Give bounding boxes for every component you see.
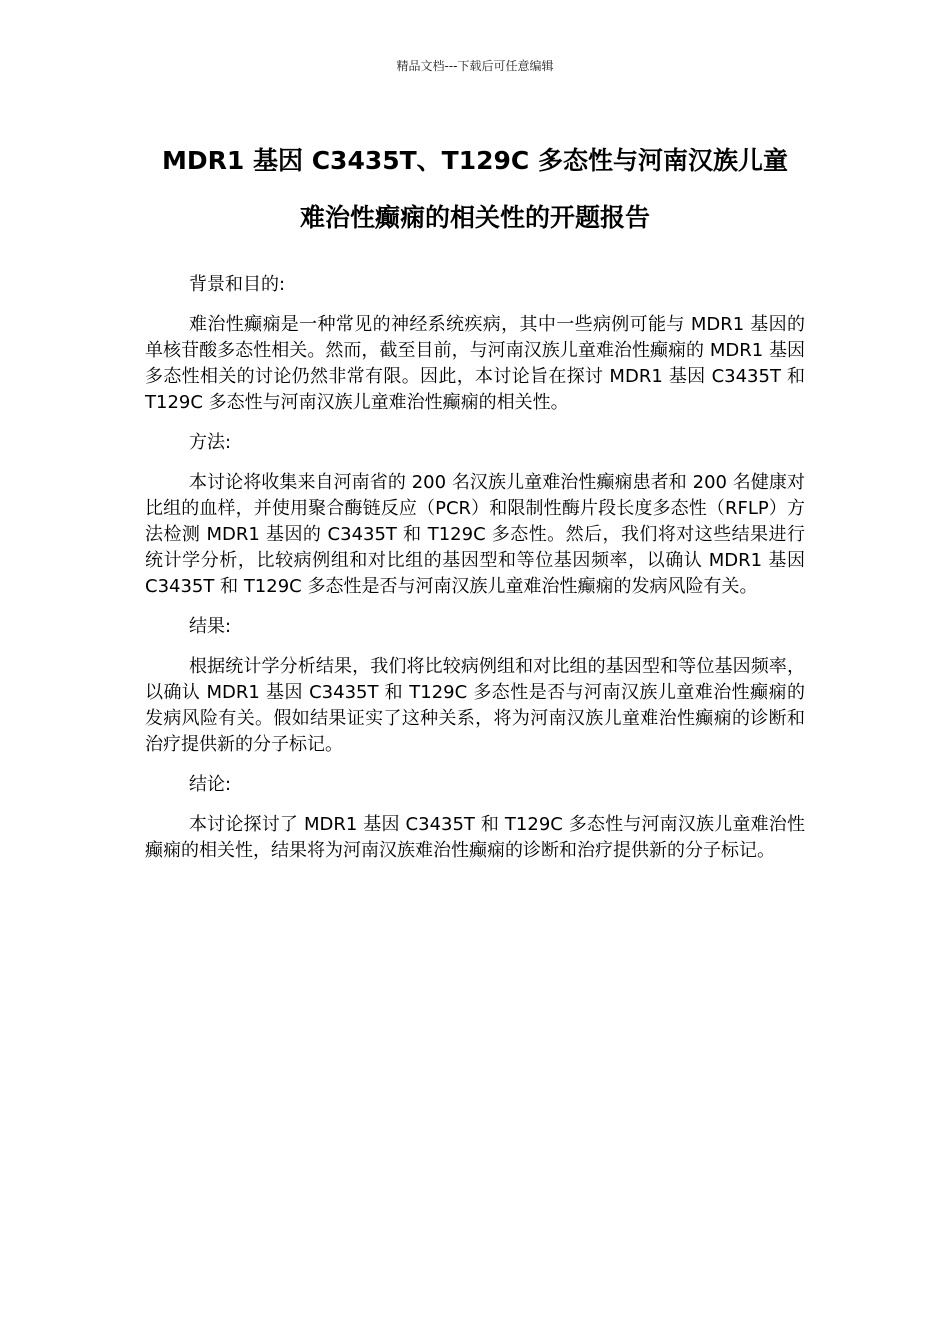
section-heading: 背景和目的:: [189, 274, 286, 295]
document-title: [120, 132, 830, 246]
document-body: [145, 270, 805, 876]
section-results: [145, 612, 805, 758]
page-header-note: 精品文档---下载后可任意编辑: [396, 59, 554, 73]
section-background: [145, 270, 805, 416]
section-paragraph: 本讨论探讨了 MDR1 基因 C3435T 和 T129C 多态性与河南汉族儿童难治性癫痫的相关性，结果将为河南汉族难治性癫痫的诊断和治疗提供新的分子标记。: [145, 814, 805, 861]
title-line-2: 难治性癫痫的相关性的开题报告: [299, 203, 650, 232]
section-paragraph: 本讨论将收集来自河南省的 200 名汉族儿童难治性癫痫患者和 200 名健康对比组的血样，并使用聚合酶链反应（PCR）和限制性酶片段长度多态性（RFLP）方法检测 MDR1 基因的 C3435T 和 T129C 多态性。然后，我们将对这些结果进行统计学分析，比较病例组和对比组的基因型和等位基因频率，以确认 MDR1 基因 C3435T 和 T129C 多态性是否与河南汉族儿童难治性癫痫的发病风险有关。: [145, 472, 805, 597]
section-heading: 结论:: [189, 774, 232, 795]
section-heading: 方法:: [189, 432, 232, 453]
section-heading: 结果:: [189, 616, 232, 637]
section-conclusion: [145, 770, 805, 864]
section-paragraph: 难治性癫痫是一种常见的神经系统疾病，其中一些病例可能与 MDR1 基因的单核苷酸多态性相关。然而，截至目前，与河南汉族儿童难治性癫痫的 MDR1 基因多态性相关的讨论仍然非常有限。因此，本讨论旨在探讨 MDR1 基因 C3435T 和 T129C 多态性与河南汉族儿童难治性癫痫的相关性。: [145, 314, 805, 413]
title-line-1: MDR1 基因 C3435T、T129C 多态性与河南汉族儿童: [162, 146, 788, 175]
section-paragraph: 根据统计学分析结果，我们将比较病例组和对比组的基因型和等位基因频率，以确认 MDR1 基因 C3435T 和 T129C 多态性是否与河南汉族儿童难治性癫痫的发病风险有关。假如结果证实了这种关系，将为河南汉族儿童难治性癫痫的诊断和治疗提供新的分子标记。: [145, 656, 805, 755]
section-methods: [145, 428, 805, 600]
